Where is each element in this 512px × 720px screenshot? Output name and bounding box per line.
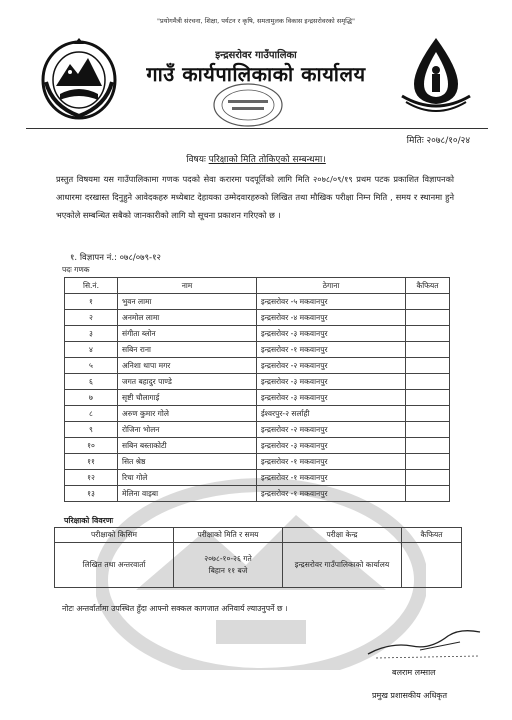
candidate-sn: ७ <box>65 390 118 406</box>
candidate-sn: ६ <box>65 374 118 390</box>
candidate-name: रोजिना भोलन <box>118 422 257 438</box>
table-row <box>65 358 450 374</box>
exam-remarks <box>402 543 462 588</box>
candidate-address: इन्द्रसरोवर -१ मकवानपुर <box>257 342 406 358</box>
exam-datetime <box>174 543 283 588</box>
exam-type: लिखित तथा अन्तरवार्ता <box>55 543 174 588</box>
notice-subject <box>0 152 512 165</box>
candidate-sn: १३ <box>65 486 118 502</box>
candidate-name: जगत बहादुर पाण्डे <box>118 374 257 390</box>
table-row <box>65 454 450 470</box>
candidate-sn: ४ <box>65 342 118 358</box>
candidate-address: इन्द्रसरोवर -१ मकवानपुर <box>257 470 406 486</box>
exam-center: इन्द्रसरोवर गाउँपालिकाको कार्यालय <box>283 543 402 588</box>
table-row <box>65 294 450 310</box>
candidate-address: इन्द्रसरोवर -२ मकवानपुर <box>257 422 406 438</box>
candidate-remarks <box>406 406 450 422</box>
table-row <box>65 374 450 390</box>
notice-date: मितिः २०७८/१०/२४ <box>406 136 470 146</box>
candidate-address: इन्द्रसरोवर -३ मकवानपुर <box>257 390 406 406</box>
header-exam-type: परीक्षाको किसिम <box>55 528 174 543</box>
candidate-sn: १० <box>65 438 118 454</box>
office-stamp <box>212 82 284 128</box>
table-header-row <box>55 528 462 543</box>
table-row <box>65 406 450 422</box>
candidate-name: सबिन राना <box>118 342 257 358</box>
table-row <box>65 310 450 326</box>
candidate-sn: ११ <box>65 454 118 470</box>
candidate-name: रिचा गोले <box>118 470 257 486</box>
header-divider <box>26 128 488 129</box>
table-row <box>65 470 450 486</box>
signatory-name: बलराम लम्साल <box>392 668 436 677</box>
candidate-remarks <box>406 294 450 310</box>
candidate-address: ईश्वरपुर-२ सर्लाही <box>257 406 406 422</box>
candidate-remarks <box>406 342 450 358</box>
subject-text: परिक्षाको मिति तोकिएको सम्बन्धमा। <box>208 155 326 165</box>
candidate-name: सृष्टी चौलागाई <box>118 390 257 406</box>
motto: "प्रयोगमैत्री संरचना, शिक्षा, पर्यटन र कृषि, समतामुलक विकास इन्द्रसरोवरको समृद्धि" <box>157 17 355 25</box>
candidate-remarks <box>406 358 450 374</box>
advertisement-number: १. विज्ञापन नं.: ०७८/०७९-१२ <box>70 253 161 263</box>
municipality-logo-icon <box>396 34 476 118</box>
header-exam-remarks: कैफियत <box>402 528 462 543</box>
candidate-address: इन्द्रसरोवर -५ मकवानपुर <box>257 294 406 310</box>
candidate-sn: ५ <box>65 358 118 374</box>
candidate-remarks <box>406 454 450 470</box>
candidate-address: इन्द्रसरोवर -४ मकवानपुर <box>257 310 406 326</box>
candidate-sn: ८ <box>65 406 118 422</box>
candidate-address: इन्द्रसरोवर -१ मकवानपुर <box>257 454 406 470</box>
candidate-sn: १ <box>65 294 118 310</box>
candidate-address: इन्द्रसरोवर -३ मकवानपुर <box>257 374 406 390</box>
exam-details-table <box>54 527 462 588</box>
candidate-name: सित श्रेष्ठ <box>118 454 257 470</box>
header-sn: सि.नं. <box>65 278 118 294</box>
header-exam-center: परीक्षा केन्द्र <box>283 528 402 543</box>
note: नोटः अन्तर्वार्तामा उपस्थित हुँदा आफ्नो सक्कल कागजात अनिवार्य ल्याउनुपर्ने छ । <box>62 604 288 613</box>
candidate-name: अरुण कुमार गोले <box>118 406 257 422</box>
candidate-address: इन्द्रसरोवर -२ मकवानपुर <box>257 358 406 374</box>
candidate-name: सबिन बस्ताकोटी <box>118 438 257 454</box>
candidate-sn: ९ <box>65 422 118 438</box>
candidate-sn: ३ <box>65 326 118 342</box>
table-row <box>65 438 450 454</box>
table-header-row <box>65 278 450 294</box>
candidate-remarks <box>406 390 450 406</box>
signature-image <box>360 620 490 660</box>
candidate-remarks <box>406 486 450 502</box>
table-row <box>55 543 462 588</box>
candidate-remarks <box>406 310 450 326</box>
candidate-name: अनमोल लामा <box>118 310 257 326</box>
candidate-address: इन्द्रसरोवर -३ मकवानपुर <box>257 326 406 342</box>
header-address: ठेगाना <box>257 278 406 294</box>
post-title: पदः गणक <box>62 265 90 274</box>
candidate-address: इन्द्रसरोवर -३ मकवानपुर <box>257 438 406 454</box>
candidate-address: इन्द्रसरोवर -१ मकवानपुर <box>257 486 406 502</box>
notice-body: प्रस्तुत विषयमा यस गाउँपालिकामा गणक पदको सेवा करारमा पदपूर्तिको लागि मिति २०७८/०९/१९ प्रथम पटक प्रकाशित विज्ञापनको आधारमा दरखास्त दिनुहुने आवेदकहरु मध्येबाट देहायका उम्मेदवारहरुको लिखित तथा मौखिक परीक्षा निम्न मिति , समय र स्थानमा हुने भएकोले सम्बन्धित सबैको जानकारीको लागि यो सूचना प्रकाशन गरिएको छ । <box>56 174 454 220</box>
header-name: नाम <box>118 278 257 294</box>
municipality-name: इन्द्रसरोवर गाउँपालिका <box>215 50 297 61</box>
table-row <box>65 486 450 502</box>
candidate-name: अनिशा थापा मगर <box>118 358 257 374</box>
exam-date: २०७८-१०-२६ गते <box>204 554 252 563</box>
candidate-remarks <box>406 374 450 390</box>
subject-prefix: विषयः <box>186 155 206 165</box>
exam-details-label: परिक्षाको विवरणः <box>64 516 114 525</box>
office-title: गाउँ कार्यपालिकाको कार्यालय <box>146 62 366 86</box>
candidate-remarks <box>406 470 450 486</box>
exam-time: बिहान ११ बजे <box>208 566 248 575</box>
signatory-title: प्रमुख प्रशासकीय अधिकृत <box>372 691 448 700</box>
candidates-table <box>64 277 450 502</box>
candidate-remarks <box>406 422 450 438</box>
candidate-name: मेलिना वाइबा <box>118 486 257 502</box>
table-row <box>65 390 450 406</box>
candidate-remarks <box>406 438 450 454</box>
candidate-name: संगीता ब्लोन <box>118 326 257 342</box>
header-remarks: कैफियत <box>406 278 450 294</box>
candidate-name: भुवन लामा <box>118 294 257 310</box>
candidate-sn: २ <box>65 310 118 326</box>
table-row <box>65 326 450 342</box>
candidate-sn: १२ <box>65 470 118 486</box>
header-exam-datetime: परीक्षाको मिति र समय <box>174 528 283 543</box>
table-row <box>65 342 450 358</box>
candidate-remarks <box>406 326 450 342</box>
table-row <box>65 422 450 438</box>
